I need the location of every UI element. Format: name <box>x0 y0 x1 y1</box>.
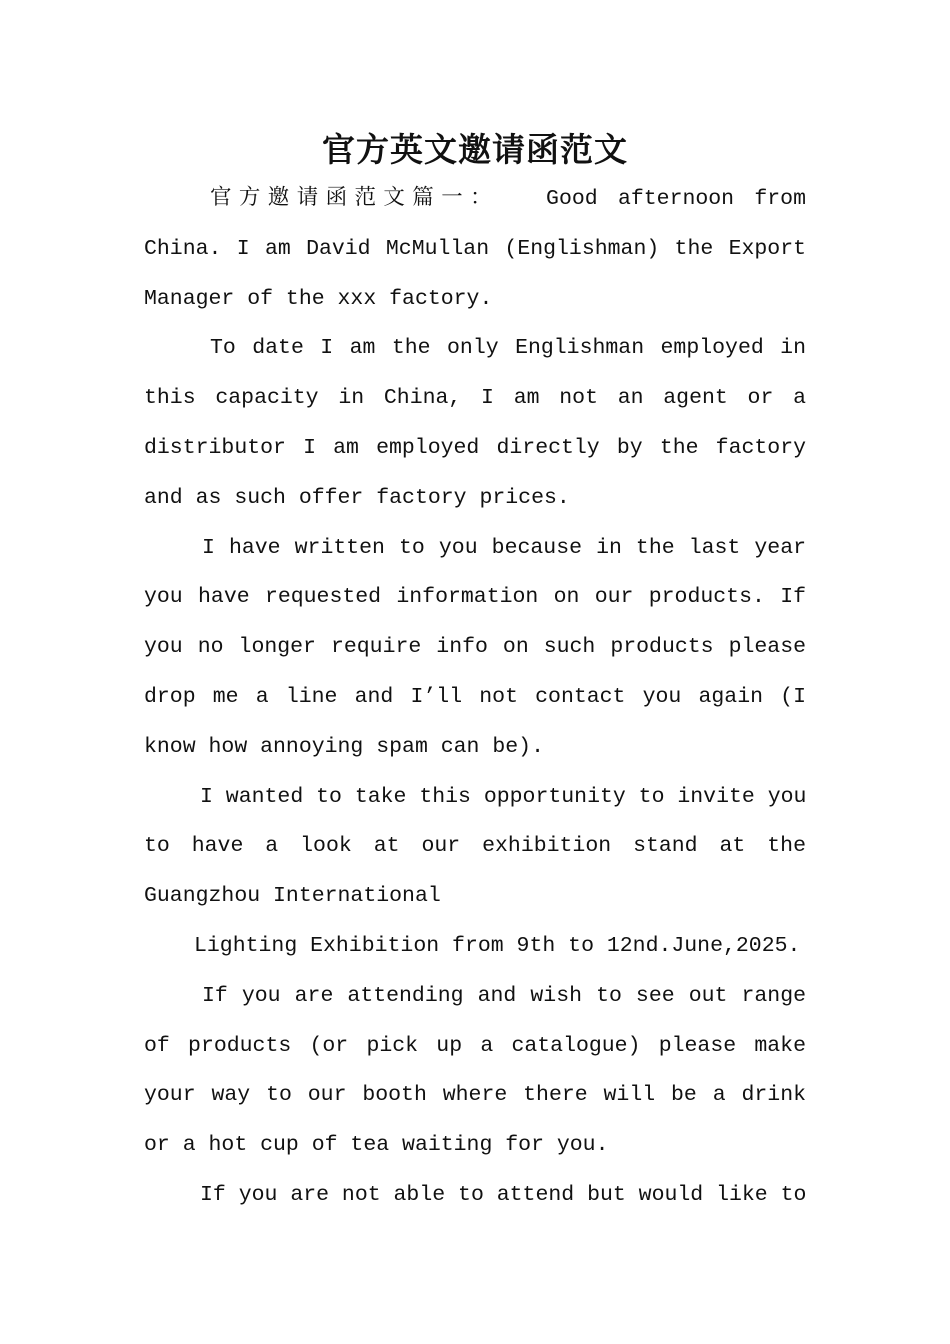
body-line: your way to our booth where there will be a drink <box>144 1083 806 1108</box>
body-line: Lighting Exhibition from 9th to 12nd.June,2025. <box>194 934 801 958</box>
body-line: Manager of the xxx factory. <box>144 286 493 311</box>
body-line: I wanted to take this opportunity to invite you <box>200 784 807 809</box>
body-line: and as such offer factory prices. <box>144 485 570 510</box>
body-line: this capacity in China, I am not an agent or a <box>144 386 806 411</box>
body-line: of products (or pick up a catalogue) please make <box>144 1033 806 1058</box>
document-title: 官方英文邀请函范文 <box>322 130 628 169</box>
body-line: If you are attending and wish to see out range <box>202 983 806 1008</box>
body-line: I have written to you because in the last year <box>202 535 806 560</box>
body-line: to have a look at our exhibition stand at the <box>144 834 806 859</box>
body-line: know how annoying spam can be). <box>144 734 544 759</box>
body-line: If you are not able to attend but would like to <box>200 1183 807 1207</box>
body-line: distributor I am employed directly by the factory <box>144 436 806 460</box>
body-line: or a hot cup of tea waiting for you. <box>144 1133 609 1158</box>
body-line: Guangzhou International <box>144 884 441 909</box>
body-line: you no longer require info on such products please <box>144 635 806 660</box>
body-line: To date I am the only Englishman employed in <box>210 336 806 361</box>
body-line: China. I am David McMullan (Englishman) the Export <box>144 236 806 261</box>
body-line: drop me a line and I’ll not contact you again (I <box>144 685 806 709</box>
body-line: 官方邀请函范文篇一： Good afternoon from <box>210 187 806 211</box>
body-line: you have requested information on our products. If <box>144 585 806 610</box>
